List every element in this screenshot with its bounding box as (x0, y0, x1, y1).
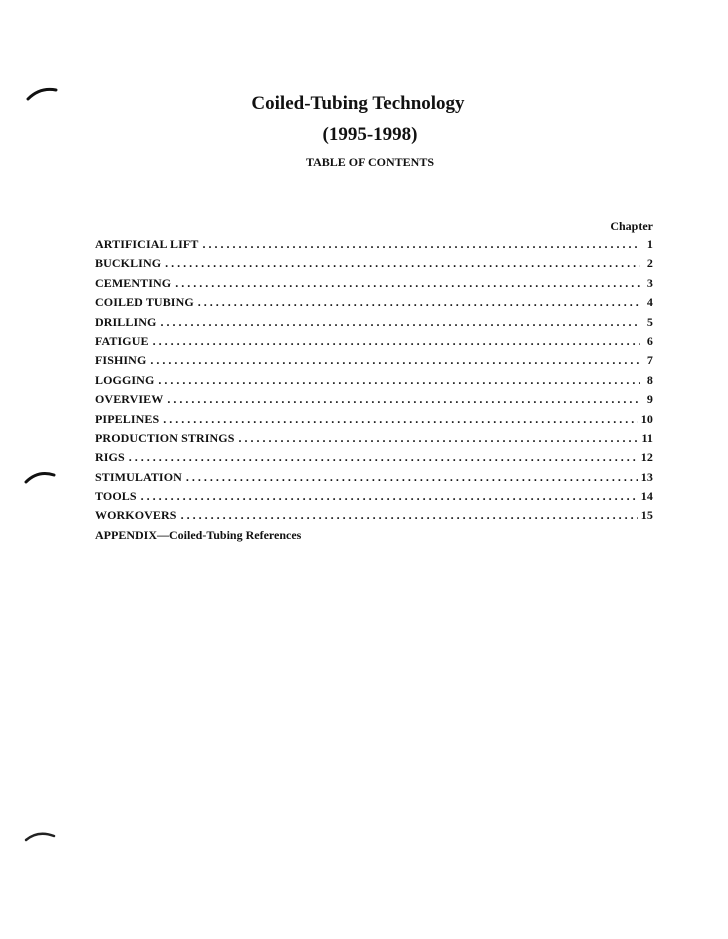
toc-entry-label: RIGS (95, 450, 125, 465)
toc-entry-chapter: 15 (640, 508, 653, 523)
toc-entry-label: LOGGING (95, 372, 155, 387)
toc-entry-chapter: 1 (646, 237, 653, 251)
toc-entry (95, 295, 653, 314)
toc-entry-chapter: 5 (646, 314, 653, 329)
toc-entry-chapter: 11 (641, 430, 653, 445)
toc-entry (95, 334, 653, 353)
dot-leader (175, 276, 640, 291)
dot-leader (167, 392, 640, 407)
appendix-entry: APPENDIX—Coiled-Tubing References (95, 527, 302, 542)
dot-leader (160, 315, 640, 330)
chapter-column-heading: Chapter (610, 219, 653, 233)
toc-entry-label: OVERVIEW (95, 392, 164, 407)
toc-entry (95, 431, 653, 450)
toc-entry (95, 470, 653, 489)
toc-entry (95, 508, 653, 527)
toc-entry-label: COILED TUBING (95, 295, 194, 310)
toc-entry-chapter: 14 (640, 489, 653, 504)
binder-mark-bottom (24, 827, 58, 847)
toc-entry-chapter: 13 (640, 469, 653, 484)
toc-entry-chapter: 7 (646, 353, 653, 368)
toc-entry-chapter: 9 (646, 392, 653, 407)
dot-leader (129, 450, 638, 465)
table-of-contents (95, 237, 653, 547)
document-title: Coiled-Tubing Technology (251, 93, 465, 114)
dot-leader (158, 373, 640, 388)
toc-entry (95, 237, 653, 256)
toc-entry-chapter: 2 (646, 256, 653, 271)
toc-entry (95, 353, 653, 372)
toc-entry (95, 315, 653, 334)
document-years: (1995-1998) (322, 124, 418, 145)
toc-entry-label: DRILLING (95, 314, 157, 329)
dot-leader (150, 353, 640, 368)
toc-entry-label: TOOLS (95, 489, 137, 504)
toc-entry-chapter: 8 (646, 372, 653, 387)
dot-leader (181, 508, 638, 523)
toc-entry-chapter: 6 (646, 333, 653, 348)
toc-entry (95, 256, 653, 275)
toc-entry (95, 373, 653, 392)
toc-entry-label: PRODUCTION STRINGS (95, 430, 235, 445)
toc-entry-chapter: 3 (646, 275, 653, 290)
binder-mark-middle (24, 468, 58, 488)
toc-entry (95, 392, 653, 411)
toc-entry-label: STIMULATION (95, 469, 182, 484)
dot-leader (239, 431, 639, 446)
toc-entry-label: BUCKLING (95, 256, 162, 271)
toc-entry-label: ARTIFICIAL LIFT (95, 237, 199, 251)
toc-entry (95, 489, 653, 508)
toc-entry-label: FATIGUE (95, 333, 149, 348)
toc-entry-label: PIPELINES (95, 411, 160, 426)
toc-entry-chapter: 12 (640, 450, 653, 465)
dot-leader (186, 470, 638, 485)
toc-entry-label: FISHING (95, 353, 147, 368)
dot-leader (202, 237, 640, 252)
dot-leader (165, 256, 640, 271)
toc-entry-chapter: 4 (646, 295, 653, 310)
toc-entry (95, 276, 653, 295)
dot-leader (153, 334, 640, 349)
toc-heading: TABLE OF CONTENTS (305, 155, 435, 169)
toc-entry (95, 412, 653, 431)
dot-leader (141, 489, 638, 504)
toc-entry-chapter: 10 (640, 411, 653, 426)
dot-leader (198, 295, 640, 310)
toc-entry (95, 450, 653, 469)
toc-entry-label: WORKOVERS (95, 508, 177, 523)
toc-entry-label: CEMENTING (95, 275, 172, 290)
dot-leader (163, 412, 638, 427)
